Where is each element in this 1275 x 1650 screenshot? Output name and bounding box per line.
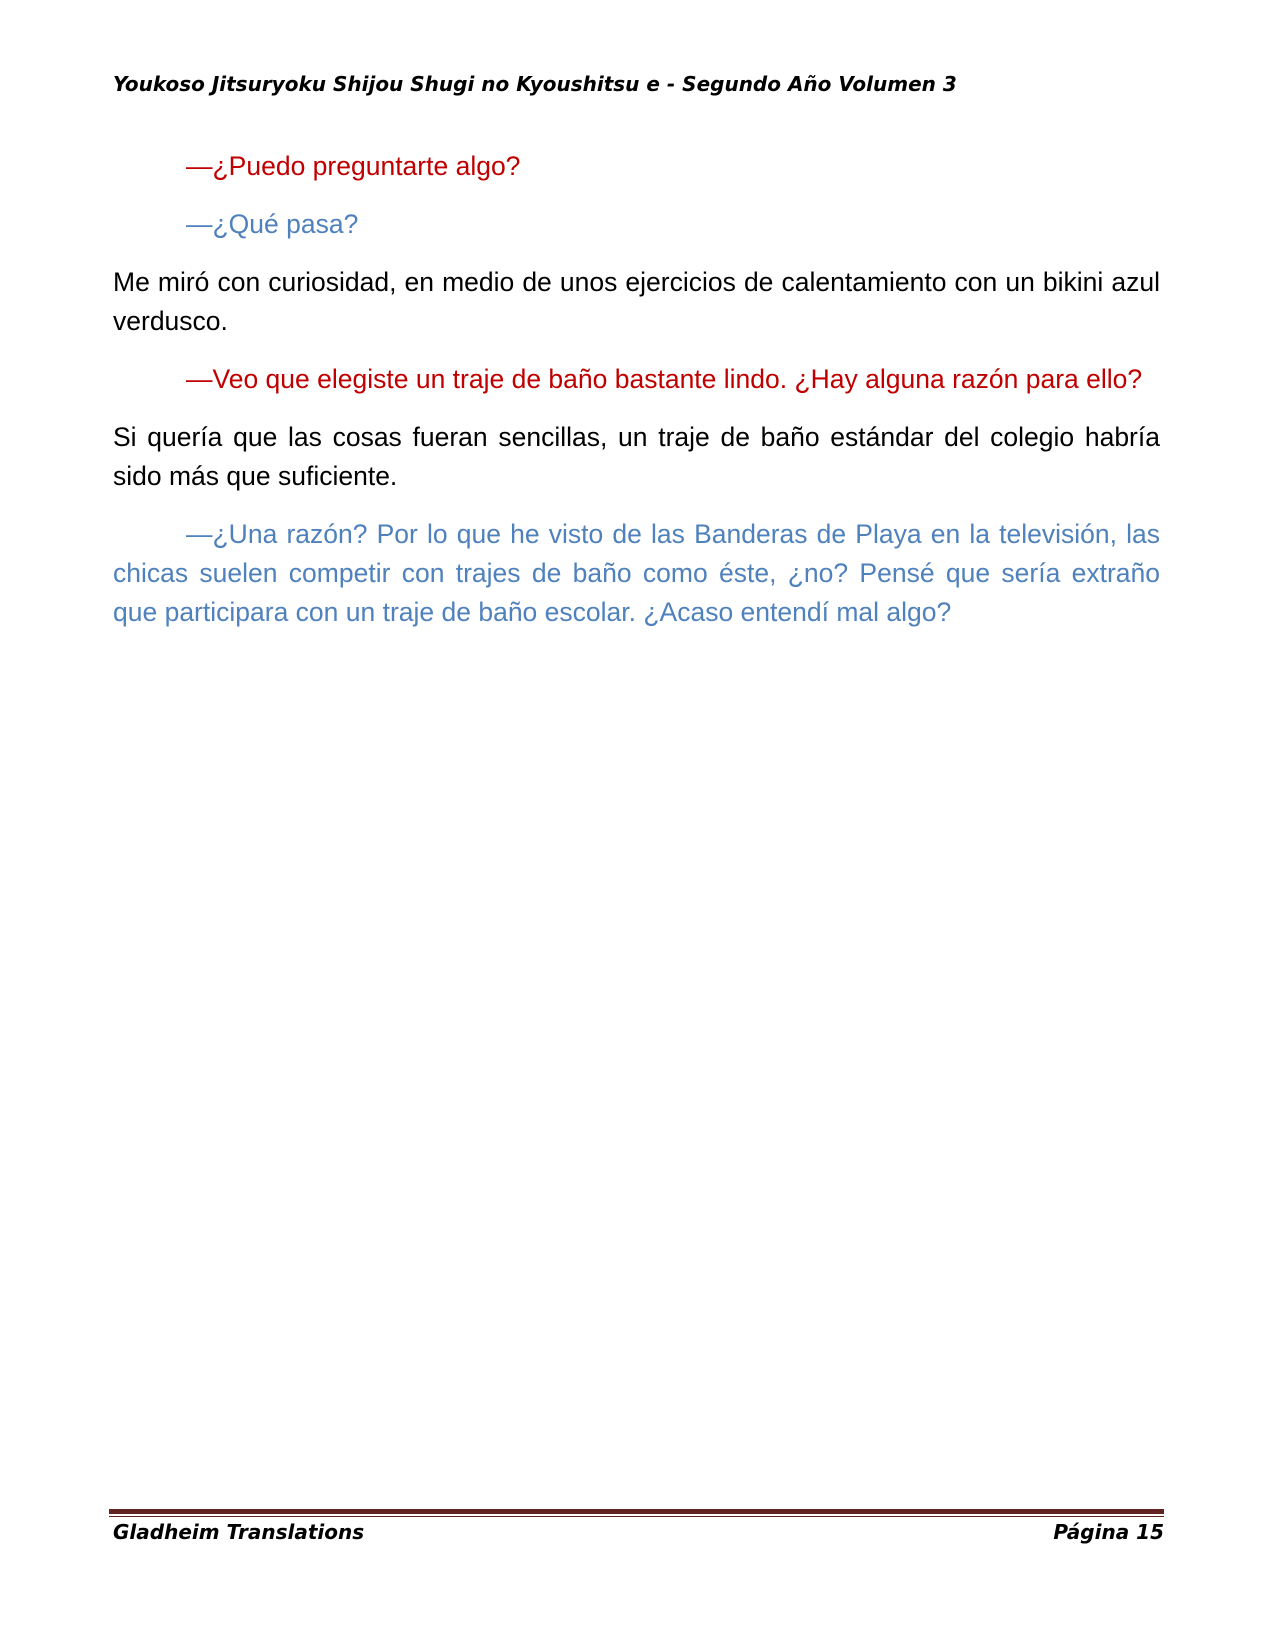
page-body [113,147,1160,651]
footer-divider-thick-line [109,1509,1164,1514]
dialogue-line: —¿Qué pasa? [186,209,359,239]
footer-divider [109,1509,1164,1517]
footer-divider-thin-line [109,1516,1164,1517]
narration-paragraph: Si quería que las cosas fueran sencillas, un traje de baño estándar del colegio habría sido más que suficiente. [113,422,1160,491]
dialogue-line: —¿Puedo preguntarte algo? [186,151,521,181]
narration-paragraph: Me miró con curiosidad, en medio de unos ejercicios de calentamiento con un bikini azul verdusco. [113,267,1160,336]
page-number: Página 15 [1053,1520,1164,1544]
dialogue-line: —Veo que elegiste un traje de baño bastante lindo. ¿Hay alguna razón para ello? [186,364,1143,394]
page-header-title: Youkoso Jitsuryoku Shijou Shugi no Kyoushitsu e - Segundo Año Volumen 3 [113,72,957,96]
footer-credit: Gladheim Translations [113,1520,365,1544]
dialogue-line: —¿Una razón? Por lo que he visto de las Banderas de Playa en la televisión, las chicas suelen competir con trajes de baño como éste, ¿no? Pensé que sería extraño que participara con un traje de baño escolar. ¿Acaso entendí mal algo? [113,519,1160,627]
